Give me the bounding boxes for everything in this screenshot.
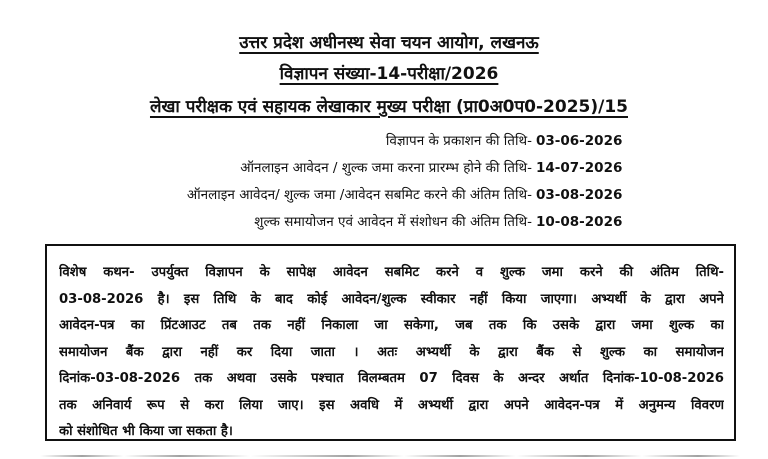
exam-title-text: लेखा परीक्षक एवं सहायक लेखाकार मुख्य परीक्षा (प्रा0अ0प0-2025)/15 <box>149 97 628 117</box>
advertisement-number-text: विज्ञापन संख्या-14-परीक्षा/2026 <box>279 64 499 84</box>
date-label: ऑनलाइन आवेदन / शुल्क जमा करना प्रारम्भ होने की तिथि- <box>240 160 532 176</box>
organization-title <box>5 30 768 53</box>
organization-title-text: उत्तर प्रदेश अधीनस्थ सेवा चयन आयोग, लखनऊ <box>239 33 539 53</box>
notice-line: विशेष कथन- उपर्युक्त विज्ञापन के सापेक्ष आवेदन सबमिट करने व शुल्क जमा करने की अंतिम तिथि- <box>59 265 724 280</box>
date-row-application-start <box>187 155 622 182</box>
important-dates <box>187 128 622 236</box>
date-label: शुल्क समायोजन एवं आवेदन में संशोधन की अंतिम तिथि- <box>254 214 532 230</box>
date-value: 03-08-2026 <box>536 187 623 203</box>
notice-line: तक अनिवार्य रूप से करा लिया जाए। इस अवधि में अभ्यर्थी द्वारा अपने आवेदन-पत्र में अनुमन्य विवरण <box>59 397 724 413</box>
date-label: ऑनलाइन आवेदन/ शुल्क जमा /आवेदन सबमिट करने की अंतिम तिथि- <box>186 187 532 203</box>
date-label: विज्ञापन के प्रकाशन की तिथि- <box>385 133 532 149</box>
date-value: 03-06-2026 <box>536 133 623 149</box>
notice-line: आवेदन-पत्र का प्रिंटआउट तब तक नहीं निकाला जा सकेगा, जब तक कि उसके द्वारा जमा शुल्क का <box>59 318 724 333</box>
date-value: 10-08-2026 <box>536 214 623 230</box>
notice-line: को संशोधित भी किया जा सकता है। <box>59 424 233 439</box>
notice-line: समायोजन बैंक द्वारा नहीं कर दिया जाता । अतः अभ्यर्थी के द्वारा बैंक से शुल्क का समायोजन <box>59 344 724 360</box>
notice-line: दिनांक-03-08-2026 तक अथवा उसके पश्चात विलम्बतम 07 दिवस के अन्दर अर्थात दिनांक-10-08-2026 <box>59 371 724 386</box>
cut-off-text-line <box>40 450 740 459</box>
exam-title <box>5 94 768 117</box>
notice-line: 03-08-2026 है। इस तिथि के बाद कोई आवेदन/शुल्क स्वीकार नहीं किया जाएगा। अभ्यर्थी के द्वारा अपने <box>59 291 724 307</box>
date-value: 14-07-2026 <box>536 160 623 176</box>
advertisement-number <box>5 61 768 84</box>
date-row-publication <box>187 128 622 155</box>
special-notice-box <box>45 244 736 441</box>
date-row-fee-adjustment-last <box>187 209 622 236</box>
date-row-application-last <box>187 182 622 209</box>
